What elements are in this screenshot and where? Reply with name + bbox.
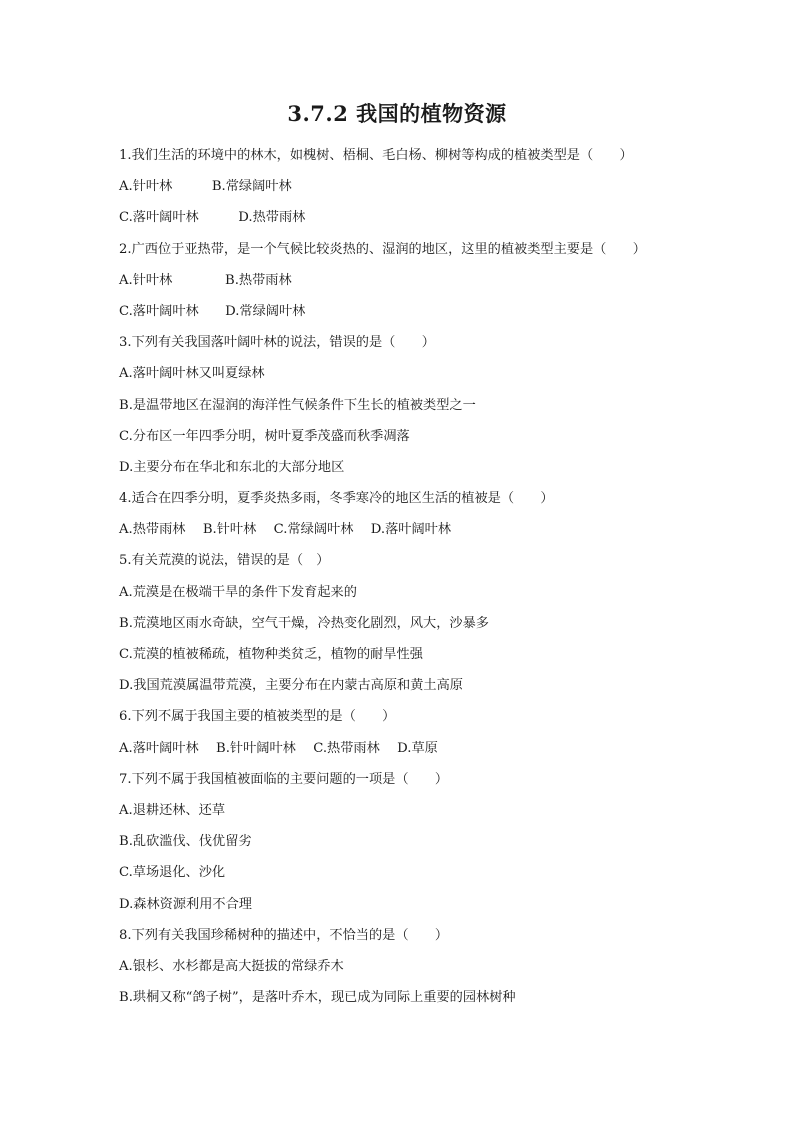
option-line: D.我国荒漠属温带荒漠，主要分布在内蒙古高原和黄土高原 <box>119 678 463 694</box>
option-line: A.针叶林 B.热带雨林 <box>119 272 292 288</box>
option-line: C.荒漠的植被稀疏，植物种类贫乏，植物的耐旱性强 <box>119 647 423 662</box>
question-8-stem: 8.下列有关我国珍稀树种的描述中，不恰当的是（ ） <box>119 927 449 943</box>
page-title: 3.7.2 我国的植物资源 <box>287 101 507 126</box>
option-line: C.落叶阔叶林 D.热带雨林 <box>119 210 306 226</box>
option-line: A.落叶阔叶林又叫夏绿林 <box>119 366 265 382</box>
question-4-stem: 4.适合在四季分明，夏季炎热多雨，冬季寒冷的地区生活的植被是（ ） <box>119 491 554 507</box>
option-line: C.落叶阔叶林 D.常绿阔叶林 <box>119 303 306 319</box>
question-2-stem: 2.广西位于亚热带，是一个气候比较炎热的、湿润的地区，这里的植被类型主要是（ ） <box>119 241 646 257</box>
option-line: A.荒漠是在极端干旱的条件下发育起来的 <box>119 584 357 600</box>
option-line: C.分布区一年四季分明，树叶夏季茂盛而秋季凋落 <box>119 428 410 444</box>
option-line: A.热带雨林 B.针叶林 C.常绿阔叶林 D.落叶阔叶林 <box>119 522 452 538</box>
option-line: B.荒漠地区雨水奇缺，空气干燥，冷热变化剧烈，风大，沙暴多 <box>119 615 489 631</box>
option-line: C.草场退化、沙化 <box>119 865 226 881</box>
question-7-stem: 7.下列不属于我国植被面临的主要问题的一项是（ ） <box>119 771 449 787</box>
question-list <box>119 140 719 1013</box>
option-line: A.银杉、水杉都是高大挺拔的常绿乔木 <box>119 958 344 974</box>
question-6-stem: 6.下列不属于我国主要的植被类型的是（ ） <box>119 709 396 725</box>
option-line: A.落叶阔叶林 B.针叶阔叶林 C.热带雨林 D.草原 <box>119 740 438 756</box>
option-line: D.主要分布在华北和东北的大部分地区 <box>119 459 345 475</box>
option-line: B.珙桐又称“鸽子树”，是落叶乔木，现已成为同际上重要的园林树种 <box>119 990 516 1006</box>
option-line: A.退耕还林、还草 <box>119 802 226 818</box>
option-line: B.乱砍滥伐、伐优留劣 <box>119 834 252 850</box>
question-3-stem: 3.下列有关我国落叶阔叶林的说法，错误的是（ ） <box>119 335 435 351</box>
option-line: A.针叶林 B.常绿阔叶林 <box>119 179 292 195</box>
option-line: B.是温带地区在湿润的海洋性气候条件下生长的植被类型之一 <box>119 397 476 413</box>
option-line: D.森林资源利用不合理 <box>119 896 252 912</box>
question-5-stem: 5.有关荒漠的说法，错误的是（ ） <box>119 553 330 569</box>
question-1-stem: 1.我们生活的环境中的林木，如槐树、梧桐、毛白杨、柳树等构成的植被类型是（ ） <box>119 148 633 163</box>
